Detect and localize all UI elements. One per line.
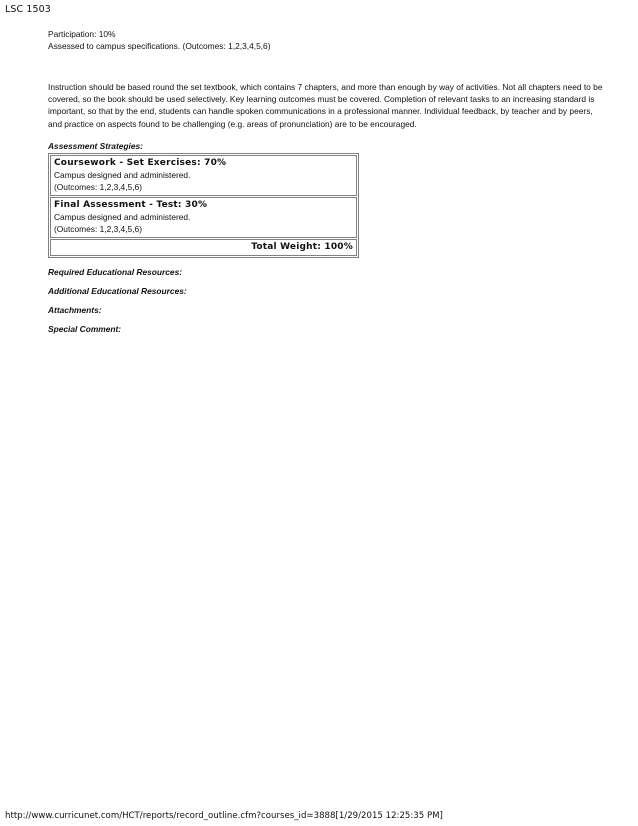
attachments-heading: Attachments:	[48, 304, 102, 315]
assessed-text: Assessed to campus specifications. (Outcomes: 1,2,3,4,5,6)	[48, 41, 271, 51]
assessment-strategies-heading: Assessment Strategies:	[48, 140, 143, 151]
total-weight: Total Weight: 100%	[50, 239, 357, 256]
assessment-item-title: Final Assessment - Test: 30%	[54, 199, 208, 210]
assessment-row	[50, 197, 357, 238]
course-code-header: LSC 1503	[5, 4, 51, 15]
assessment-item-description: Campus designed and administered.	[54, 211, 191, 222]
assessment-item-description: Campus designed and administered.	[54, 169, 191, 180]
assessment-item-outcomes: (Outcomes: 1,2,3,4,5,6)	[54, 181, 142, 192]
assessment-row	[50, 155, 357, 196]
assessment-cell	[50, 155, 357, 196]
assessment-item-outcomes: (Outcomes: 1,2,3,4,5,6)	[54, 223, 142, 234]
special-comment-heading: Special Comment:	[48, 323, 122, 334]
additional-resources-heading: Additional Educational Resources:	[48, 285, 187, 296]
required-resources-heading: Required Educational Resources:	[48, 266, 183, 277]
course-outline-content	[48, 28, 608, 342]
instruction-paragraph: Instruction should be based round the set textbook, which contains 7 chapters, and more than enough by way of activities. Not all chapters need to be covered, so the book should be used selectively. Key learning outcomes must be covered. Completion of relevant tasks to an increasing standard is important, so that by the end, students can handle spoken communications in a professional manner. Individual feedback, by teacher and by peers, and practice on aspects found to be challenging (e.g. areas of pronunciation) are to be encouraged.	[48, 82, 603, 129]
assessment-item-title: Coursework - Set Exercises: 70%	[54, 157, 227, 168]
participation-text: Participation: 10%	[48, 29, 116, 39]
assessment-total-row	[50, 239, 357, 256]
assessment-table	[48, 153, 359, 258]
assessment-cell	[50, 197, 357, 238]
footer-url: http://www.curricunet.com/HCT/reports/record_outline.cfm?courses_id=3888[1/29/2015 12:25:35 PM]	[5, 811, 443, 821]
